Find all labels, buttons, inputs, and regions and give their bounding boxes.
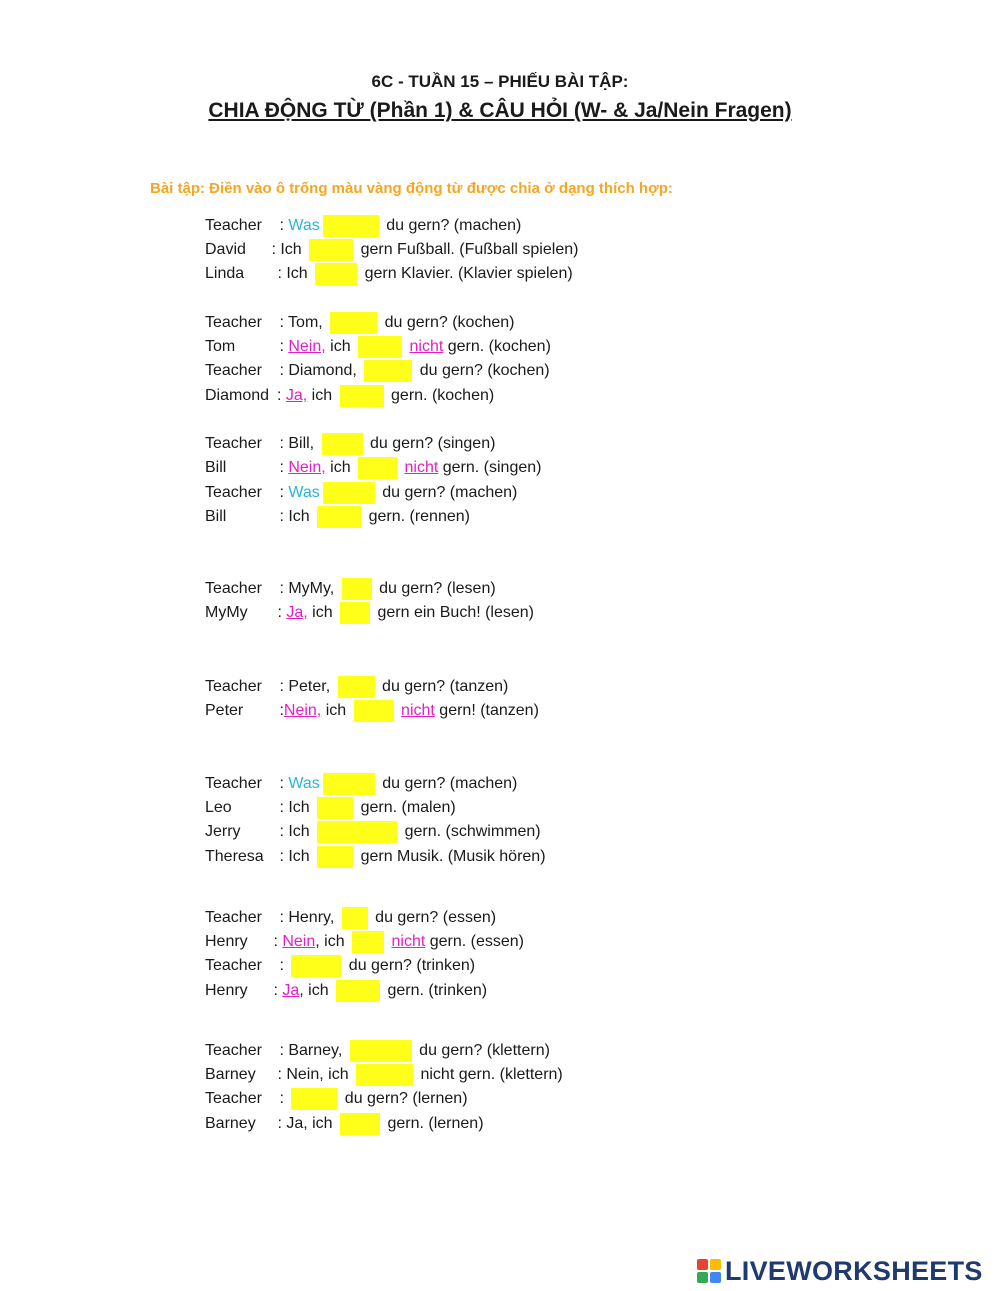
highlighted-word: Ja: [282, 982, 300, 999]
dialogue-line: [205, 979, 487, 1003]
dialogue-line: [205, 699, 539, 723]
line-text: gern. (schwimmen): [400, 823, 541, 840]
line-text: : Ich: [275, 848, 315, 865]
line-text: gern ein Buch! (lesen): [373, 604, 535, 621]
speaker-name: Linda: [205, 265, 245, 282]
speaker-name: Barney: [205, 1066, 256, 1083]
line-text: : Ja, ich: [273, 1115, 338, 1132]
dialogue-line: [205, 456, 541, 480]
line-text: : Barney,: [275, 1042, 347, 1059]
line-text: : MyMy,: [275, 580, 339, 597]
logo-tile: [710, 1272, 721, 1283]
speaker-name: Peter: [205, 702, 244, 719]
liveworksheets-logo-icon: [697, 1259, 721, 1283]
answer-blank-input[interactable]: [317, 797, 353, 819]
speaker-name: Teacher: [205, 775, 262, 792]
line-text: gern. (kochen): [386, 387, 495, 404]
answer-blank-input[interactable]: [323, 215, 379, 237]
line-text: : Bill,: [275, 435, 319, 452]
line-text: gern! (tanzen): [434, 702, 539, 719]
speaker-name: Teacher: [205, 217, 262, 234]
exercise-instruction: Bài tập: Điền vào ô trống màu vàng động từ được chia ở dạng thích hợp:: [150, 180, 673, 197]
answer-blank-input[interactable]: [322, 433, 363, 455]
dialogue-line: [205, 675, 508, 699]
question-word: Was: [288, 775, 320, 792]
speaker-name: Teacher: [205, 909, 262, 926]
answer-blank-input[interactable]: [340, 385, 384, 407]
line-text: : Ich: [273, 265, 313, 282]
line-text: :: [277, 387, 286, 404]
highlighted-word: Nein,: [283, 702, 322, 719]
line-text: :: [269, 933, 283, 950]
speaker-name: Henry: [205, 982, 248, 999]
answer-blank-input[interactable]: [358, 336, 402, 358]
dialogue-line: [205, 954, 475, 978]
speaker-name: Teacher: [205, 957, 262, 974]
line-text: :: [275, 338, 289, 355]
speaker-name: Theresa: [205, 848, 264, 865]
answer-blank-input[interactable]: [323, 773, 375, 795]
line-text: du gern? (lesen): [374, 580, 496, 597]
dialogue-line: [205, 359, 550, 383]
line-text: : Ich: [275, 799, 315, 816]
speaker-name: Jerry: [205, 823, 241, 840]
logo-tile: [697, 1272, 708, 1283]
speaker-name: Leo: [205, 799, 232, 816]
question-word: Was: [288, 217, 320, 234]
answer-blank-input[interactable]: [356, 1064, 413, 1086]
line-text: du gern? (kochen): [415, 362, 550, 379]
worksheet-title: 6C - TUẦN 15 – PHIẾU BÀI TẬP:: [371, 72, 629, 91]
speaker-name: MyMy: [205, 604, 248, 621]
dialogue-line: [205, 577, 496, 601]
answer-blank-input[interactable]: [323, 482, 375, 504]
line-text: du gern? (essen): [370, 909, 497, 926]
dialogue-line: [205, 335, 551, 359]
line-text: :: [275, 217, 289, 234]
highlighted-word: nicht: [409, 338, 444, 355]
answer-blank-input[interactable]: [317, 846, 353, 868]
line-text: ich: [321, 702, 351, 719]
speaker-name: Tom: [205, 338, 236, 355]
answer-blank-input[interactable]: [358, 457, 397, 479]
dialogue-line: [205, 930, 524, 954]
speaker-name: Teacher: [205, 435, 262, 452]
line-text: gern Musik. (Musik hören): [356, 848, 546, 865]
highlighted-word: Nein: [282, 933, 316, 950]
line-text: ich: [325, 338, 356, 355]
logo-text: LIVEWORKSHEETS: [725, 1255, 983, 1286]
highlighted-word: Nein,: [288, 459, 326, 476]
answer-blank-input[interactable]: [342, 578, 372, 600]
line-text: du gern? (lernen): [340, 1090, 468, 1107]
answer-blank-input[interactable]: [317, 506, 361, 528]
line-text: : Nein, ich: [273, 1066, 354, 1083]
line-text: ich: [325, 459, 356, 476]
speaker-name: Barney: [205, 1115, 256, 1132]
answer-blank-input[interactable]: [317, 821, 397, 843]
line-text: gern. (rennen): [364, 508, 470, 525]
line-text: du gern? (machen): [381, 217, 522, 234]
speaker-name: Teacher: [205, 1042, 262, 1059]
answer-blank-input[interactable]: [338, 676, 375, 698]
answer-blank-input[interactable]: [352, 931, 384, 953]
speaker-name: Teacher: [205, 484, 262, 501]
dialogue-line: [205, 1112, 484, 1136]
logo-tile: [710, 1259, 721, 1270]
answer-blank-input[interactable]: [291, 955, 341, 977]
line-text: :: [273, 604, 287, 621]
highlighted-word: Ja,: [286, 604, 308, 621]
answer-blank-input[interactable]: [309, 239, 353, 261]
dialogue-line: [205, 311, 514, 335]
answer-blank-input[interactable]: [364, 360, 412, 382]
highlighted-word: nicht: [391, 933, 426, 950]
line-text: , ich: [315, 933, 350, 950]
speaker-name: Teacher: [205, 678, 262, 695]
line-text: : Henry,: [275, 909, 339, 926]
answer-blank-input[interactable]: [342, 907, 368, 929]
line-text: :: [275, 459, 289, 476]
line-text: du gern? (klettern): [414, 1042, 550, 1059]
highlighted-word: Ja,: [285, 387, 308, 404]
highlighted-word: nicht: [404, 459, 439, 476]
answer-blank-input[interactable]: [336, 980, 380, 1002]
line-text: gern. (singen): [438, 459, 542, 476]
liveworksheets-logo: [697, 1256, 983, 1286]
answer-blank-input[interactable]: [330, 312, 377, 334]
answer-blank-input[interactable]: [340, 1113, 380, 1135]
speaker-name: Bill: [205, 508, 227, 525]
line-text: : Tom,: [275, 314, 328, 331]
dialogue-line: [205, 505, 470, 529]
line-text: : Ich: [275, 508, 315, 525]
line-text: du gern? (singen): [365, 435, 496, 452]
line-text: :: [275, 702, 284, 719]
answer-blank-input[interactable]: [291, 1088, 337, 1110]
line-text: gern. (lernen): [383, 1115, 484, 1132]
line-text: du gern? (trinken): [344, 957, 476, 974]
line-text: gern. (essen): [425, 933, 525, 950]
speaker-name: Teacher: [205, 362, 262, 379]
line-text: du gern? (kochen): [380, 314, 515, 331]
worksheet-subtitle: CHIA ĐỘNG TỪ (Phần 1) & CÂU HỎI (W- & Ja/Nein Fragen): [208, 99, 792, 122]
logo-tile: [697, 1259, 708, 1270]
line-text: du gern? (machen): [377, 484, 518, 501]
answer-blank-input[interactable]: [315, 263, 357, 285]
answer-blank-input[interactable]: [354, 700, 394, 722]
line-text: , ich: [299, 982, 334, 999]
dialogue-line: [205, 262, 573, 286]
line-text: gern. (malen): [356, 799, 456, 816]
dialogue-line: [205, 384, 494, 408]
dialogue-line: [205, 601, 534, 625]
dialogue-line: [205, 820, 541, 844]
dialogue-line: [205, 214, 521, 238]
line-text: gern Fußball. (Fußball spielen): [356, 241, 579, 258]
line-text: : Diamond,: [275, 362, 362, 379]
line-text: gern. (kochen): [443, 338, 551, 355]
speaker-name: David: [205, 241, 246, 258]
dialogue-line: [205, 796, 456, 820]
speaker-name: Teacher: [205, 314, 262, 331]
dialogue-line: [205, 906, 496, 930]
answer-blank-input[interactable]: [340, 602, 370, 624]
line-text: : Ich: [275, 823, 315, 840]
line-text: du gern? (machen): [377, 775, 518, 792]
speaker-name: Bill: [205, 459, 227, 476]
line-text: : Ich: [267, 241, 307, 258]
dialogue-line: [205, 432, 495, 456]
speaker-name: Diamond: [205, 387, 270, 404]
line-text: nicht gern. (klettern): [416, 1066, 563, 1083]
dialogue-line: [205, 772, 517, 796]
dialogue-line: [205, 845, 546, 869]
line-text: gern Klavier. (Klavier spielen): [360, 265, 573, 282]
line-text: :: [275, 484, 289, 501]
speaker-name: Teacher: [205, 1090, 262, 1107]
answer-blank-input[interactable]: [350, 1040, 412, 1062]
speaker-name: Teacher: [205, 580, 262, 597]
dialogue-line: [205, 1087, 468, 1111]
line-text: ich: [307, 387, 337, 404]
dialogue-line: [205, 481, 517, 505]
question-word: Was: [288, 484, 320, 501]
dialogue-line: [205, 1063, 563, 1087]
line-text: :: [269, 982, 283, 999]
line-text: :: [275, 957, 289, 974]
speaker-name: Henry: [205, 933, 248, 950]
line-text: du gern? (tanzen): [377, 678, 509, 695]
line-text: :: [275, 1090, 289, 1107]
dialogue-line: [205, 1039, 550, 1063]
line-text: ich: [307, 604, 338, 621]
line-text: :: [275, 775, 289, 792]
dialogue-line: [205, 238, 578, 262]
highlighted-word: Nein,: [288, 338, 326, 355]
line-text: : Peter,: [275, 678, 335, 695]
line-text: gern. (trinken): [383, 982, 488, 999]
highlighted-word: nicht: [401, 702, 435, 719]
